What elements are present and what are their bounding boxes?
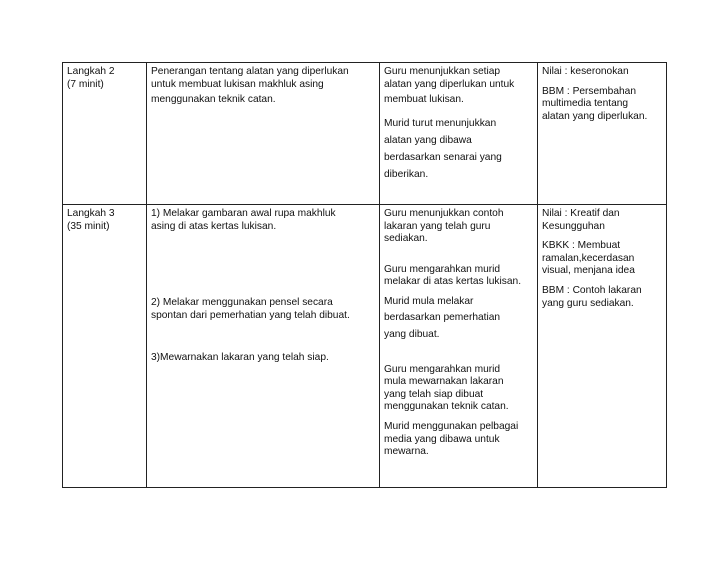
note-line: Nilai : Kreatif dan <box>542 208 620 219</box>
student-line: Murid mula melakar <box>384 295 474 307</box>
activity-line: untuk membuat lukisan makhluk asing <box>151 78 324 90</box>
teacher-line: sediakan. <box>384 233 428 245</box>
activity-line: menggunakan teknik catan. <box>151 94 276 106</box>
note-line: visual, menjana idea <box>542 265 635 277</box>
teacher-line: yang telah siap dibuat <box>384 388 484 400</box>
teacher-line: Guru mengarahkan murid <box>384 363 501 375</box>
student-line: alatan yang dibawa <box>384 135 472 147</box>
teacher-line: melakar di atas kertas lukisan. <box>384 276 522 288</box>
student-line: berdasarkan pemerhatian <box>384 311 501 323</box>
student-line: Murid menggunakan pelbagai <box>384 420 519 432</box>
student-line: Murid turut menunjukkan <box>384 118 497 130</box>
notes-cell <box>538 205 667 488</box>
activity-line: 2) Melakar menggunakan pensel secara <box>151 297 333 309</box>
note-line: Kesungguhan <box>542 220 605 232</box>
teacher-line: lakaran yang telah guru <box>384 220 491 232</box>
lesson-plan-table <box>62 62 667 488</box>
step-cell <box>63 205 147 488</box>
teacher-activity-cell <box>380 63 538 205</box>
teacher-line: Guru menunjukkan setiap <box>384 66 501 77</box>
step-duration: (7 minit) <box>67 78 104 90</box>
step-cell <box>63 63 147 205</box>
teacher-line: alatan yang diperlukan untuk <box>384 78 515 90</box>
note-line: ramalan,kecerdasan <box>542 252 635 264</box>
note-line: BBM : Persembahan <box>542 85 636 97</box>
note-line: KBKK : Membuat <box>542 240 621 252</box>
note-line: yang guru sediakan. <box>542 297 634 309</box>
activity-cell <box>147 205 380 488</box>
teacher-line: Guru mengarahkan murid <box>384 263 501 275</box>
table-row-langkah-3 <box>63 205 667 488</box>
activity-line: Penerangan tentang alatan yang diperlukan <box>151 66 349 77</box>
notes-cell <box>538 63 667 205</box>
activity-line: 1) Melakar gambaran awal rupa makhluk <box>151 208 336 219</box>
step-label: Langkah 3 <box>67 208 115 219</box>
student-line: yang dibuat. <box>384 328 440 340</box>
teacher-line: mula mewarnakan lakaran <box>384 376 504 388</box>
note-line: alatan yang diperlukan. <box>542 110 648 122</box>
teacher-line: Guru menunjukkan contoh <box>384 208 504 219</box>
note-line: multimedia tentang <box>542 98 629 110</box>
activity-line: spontan dari pemerhatian yang telah dibuat. <box>151 309 350 321</box>
teacher-line: membuat lukisan. <box>384 94 464 106</box>
note-line: Nilai : keseronokan <box>542 66 629 77</box>
step-label: Langkah 2 <box>67 66 115 77</box>
activity-cell <box>147 63 380 205</box>
activity-line: 3)Mewarnakan lakaran yang telah siap. <box>151 352 329 364</box>
student-line: berdasarkan senarai yang <box>384 152 502 164</box>
student-line: diberikan. <box>384 169 429 181</box>
student-line: mewarna. <box>384 446 429 458</box>
table-row-langkah-2 <box>63 63 667 205</box>
student-line: media yang dibawa untuk <box>384 433 500 445</box>
note-line: BBM : Contoh lakaran <box>542 284 642 296</box>
step-duration: (35 minit) <box>67 220 110 232</box>
teacher-activity-cell <box>380 205 538 488</box>
teacher-line: menggunakan teknik catan. <box>384 401 509 413</box>
activity-line: asing di atas kertas lukisan. <box>151 220 277 232</box>
